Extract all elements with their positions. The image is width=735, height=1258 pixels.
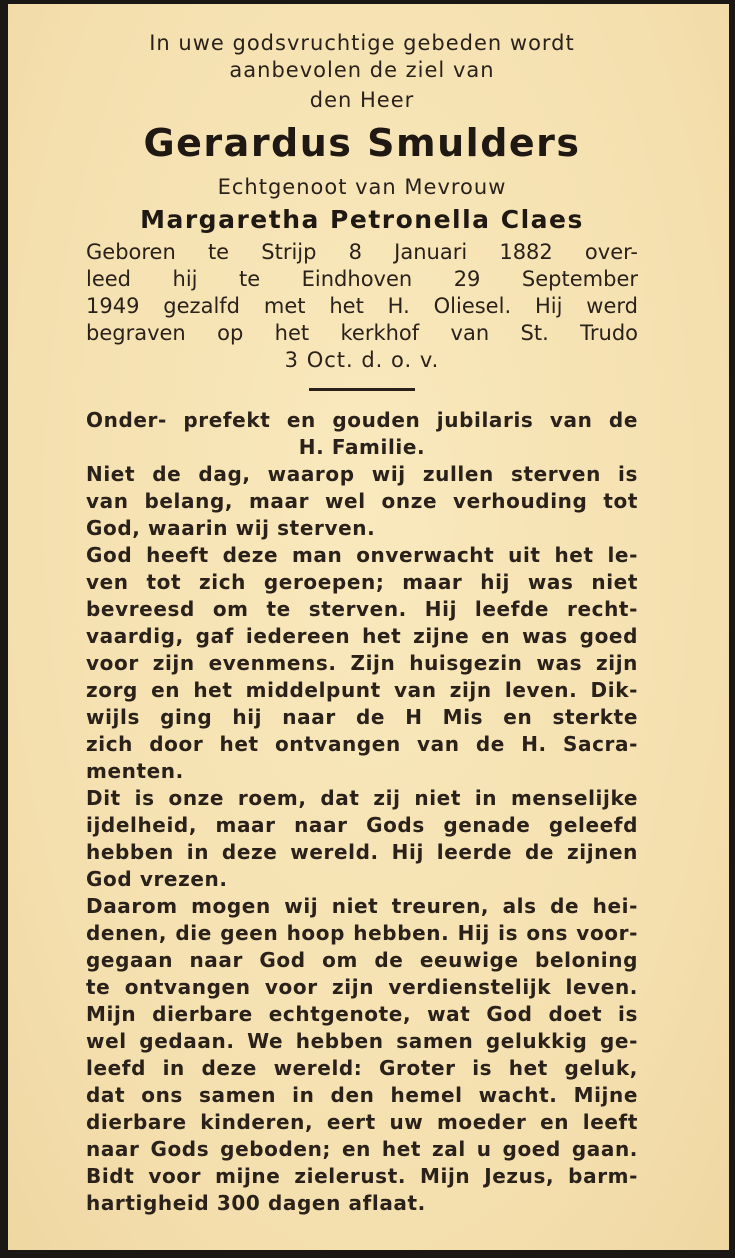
body-line: dat ons samen in den hemel wacht. Mijne (86, 1083, 638, 1107)
body-line: Mijn dierbare echtgenote, wat God doet is (86, 1002, 638, 1026)
bio-line: begraven op het kerkhof van St. Trudo (86, 321, 638, 345)
body-line: God heeft deze man onverwacht uit het le- (86, 543, 638, 567)
body-block (86, 407, 638, 1217)
spouse-name: Margaretha Petronella Claes (140, 205, 584, 234)
bio-line: 3 Oct. d. o. v. (284, 348, 440, 372)
bio-block (86, 239, 638, 374)
header-block (86, 30, 638, 114)
body-line: menten. (86, 759, 184, 783)
card-content (86, 30, 638, 1217)
memorial-card (8, 4, 729, 1250)
body-line: Onder- prefekt en gouden jubilaris van de (86, 408, 638, 432)
body-line: Niet de dag, waarop wij zullen sterven is (86, 462, 638, 486)
body-line: hebben in deze wereld. Hij leerde de zijnen (86, 840, 638, 864)
section-divider (309, 388, 415, 391)
body-line: leefd in deze wereld: Groter is het geluk, (86, 1056, 638, 1080)
bio-line: 1949 gezalfd met het H. Oliesel. Hij werd (86, 294, 638, 318)
body-line: God vrezen. (86, 867, 228, 891)
body-line: naar Gods geboden; en het zal u goed gaan. (86, 1137, 638, 1161)
body-line: God, waarin wij sterven. (86, 516, 376, 540)
body-line: voor zijn evenmens. Zijn huisgezin was zijn (86, 651, 638, 675)
body-line: Bidt voor mijne zielerust. Mijn Jezus, barm- (86, 1164, 638, 1188)
bio-line: Geboren te Strijp 8 Januari 1882 over- (86, 240, 638, 264)
body-line: wel gedaan. We hebben samen gelukkig ge- (86, 1029, 638, 1053)
header-line: In uwe godsvruchtige gebeden wordt (149, 31, 575, 55)
body-line: ven tot zich geroepen; maar hij was niet (86, 570, 638, 594)
header-line: den Heer (309, 88, 415, 112)
body-line: ijdelheid, maar naar Gods genade geleefd (86, 813, 638, 837)
body-line: te ontvangen voor zijn verdienstelijk leven. (86, 975, 638, 999)
body-line: van belang, maar wel onze verhouding tot (86, 489, 638, 513)
deceased-name: Gerardus Smulders (143, 121, 581, 165)
body-line: bevreesd om te sterven. Hij leefde recht- (86, 597, 638, 621)
body-line: H. Familie. (298, 435, 426, 459)
header-line: aanbevolen de ziel van (229, 58, 495, 82)
body-line: zich door het ontvangen van de H. Sacra- (86, 732, 638, 756)
bio-line: leed hij te Eindhoven 29 September (86, 267, 638, 291)
body-line: dierbare kinderen, eert uw moeder en leeft (86, 1110, 638, 1134)
body-line: hartigheid 300 dagen aflaat. (86, 1191, 426, 1215)
spouse-intro: Echtgenoot van Mevrouw (217, 175, 507, 199)
body-line: Dit is onze roem, dat zij niet in menselijke (86, 786, 638, 810)
body-line: Daarom mogen wij niet treuren, als de hei- (86, 894, 638, 918)
body-line: denen, die geen hoop hebben. Hij is ons voor- (86, 921, 638, 945)
body-line: wijls ging hij naar de H Mis en sterkte (86, 705, 638, 729)
body-line: gegaan naar God om de eeuwige beloning (86, 948, 638, 972)
body-line: zorg en het middelpunt van zijn leven. Dik- (86, 678, 638, 702)
body-line: vaardig, gaf iedereen het zijne en was goed (86, 624, 638, 648)
